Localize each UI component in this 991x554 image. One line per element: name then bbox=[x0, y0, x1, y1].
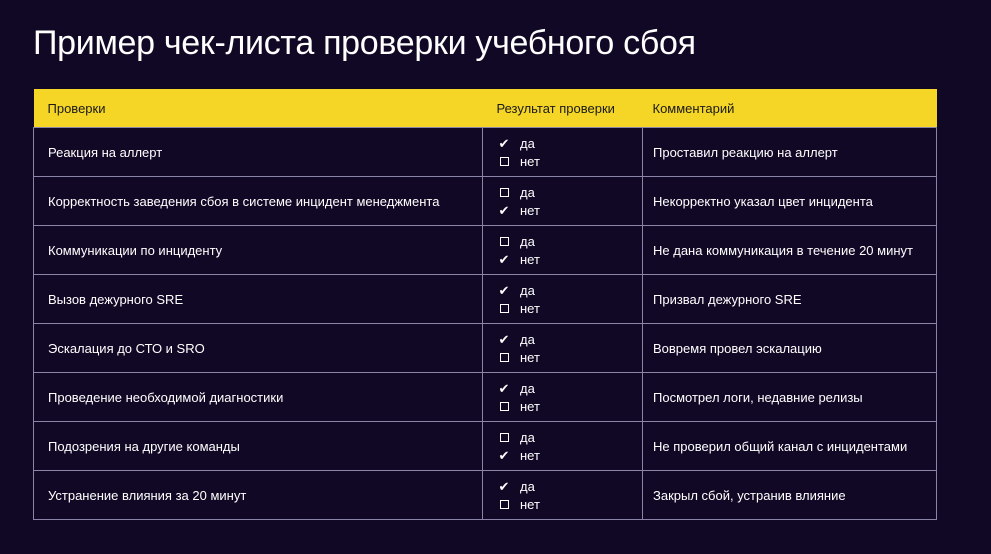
check-result bbox=[483, 422, 643, 471]
empty-checkbox-icon bbox=[497, 353, 511, 362]
option-label: нет bbox=[520, 447, 540, 463]
empty-checkbox-icon bbox=[497, 500, 511, 509]
check-name: Реакция на аллерт bbox=[34, 128, 483, 177]
table-header-row bbox=[34, 89, 937, 128]
check-name: Подозрения на другие команды bbox=[34, 422, 483, 471]
option-yes[interactable] bbox=[497, 134, 628, 152]
option-yes[interactable] bbox=[497, 330, 628, 348]
option-yes[interactable] bbox=[497, 281, 628, 299]
check-comment: Не проверил общий канал с инцидентами bbox=[643, 422, 937, 471]
table-row bbox=[34, 128, 937, 177]
option-no[interactable] bbox=[497, 299, 628, 317]
empty-checkbox-icon bbox=[497, 402, 511, 411]
check-mark-icon: ✔ bbox=[498, 251, 510, 267]
option-no[interactable] bbox=[497, 495, 628, 513]
checklist-table bbox=[33, 89, 937, 520]
check-name: Эскалация до СТО и SRO bbox=[34, 324, 483, 373]
check-comment: Призвал дежурного SRE bbox=[643, 275, 937, 324]
option-no[interactable] bbox=[497, 446, 628, 464]
check-mark-icon: ✔ bbox=[498, 135, 510, 151]
option-no[interactable] bbox=[497, 397, 628, 415]
option-no[interactable] bbox=[497, 250, 628, 268]
table-row bbox=[34, 226, 937, 275]
table-row bbox=[34, 471, 937, 520]
check-mark-icon: ✔ bbox=[498, 282, 510, 298]
option-label: да bbox=[520, 380, 535, 396]
table-body bbox=[34, 128, 937, 520]
empty-checkbox-icon bbox=[497, 433, 511, 442]
option-label: да bbox=[520, 184, 535, 200]
header-check: Проверки bbox=[34, 89, 483, 128]
option-label: нет bbox=[520, 300, 540, 316]
option-label: да bbox=[520, 135, 535, 151]
check-comment: Проставил реакцию на аллерт bbox=[643, 128, 937, 177]
check-name: Вызов дежурного SRE bbox=[34, 275, 483, 324]
check-mark-icon: ✔ bbox=[498, 478, 510, 494]
option-yes[interactable] bbox=[497, 183, 628, 201]
option-label: да bbox=[520, 233, 535, 249]
option-label: нет bbox=[520, 251, 540, 267]
table-row bbox=[34, 275, 937, 324]
option-label: нет bbox=[520, 202, 540, 218]
check-mark-icon: ✔ bbox=[498, 331, 510, 347]
table-row bbox=[34, 373, 937, 422]
check-comment: Вовремя провел эскалацию bbox=[643, 324, 937, 373]
check-comment: Закрыл сбой, устранив влияние bbox=[643, 471, 937, 520]
check-mark-icon: ✔ bbox=[498, 380, 510, 396]
option-yes[interactable] bbox=[497, 428, 628, 446]
check-result bbox=[483, 275, 643, 324]
option-yes[interactable] bbox=[497, 232, 628, 250]
check-mark-icon: ✔ bbox=[498, 202, 510, 218]
check-result bbox=[483, 373, 643, 422]
table-row bbox=[34, 324, 937, 373]
option-label: нет bbox=[520, 398, 540, 414]
option-label: нет bbox=[520, 496, 540, 512]
check-result bbox=[483, 128, 643, 177]
check-name: Коммуникации по инциденту bbox=[34, 226, 483, 275]
table-row bbox=[34, 177, 937, 226]
check-comment: Не дана коммуникация в течение 20 минут bbox=[643, 226, 937, 275]
option-label: нет bbox=[520, 349, 540, 365]
header-result: Результат проверки bbox=[483, 89, 643, 128]
check-comment: Посмотрел логи, недавние релизы bbox=[643, 373, 937, 422]
option-label: да bbox=[520, 282, 535, 298]
option-label: нет bbox=[520, 153, 540, 169]
empty-checkbox-icon bbox=[497, 188, 511, 197]
check-name: Проведение необходимой диагностики bbox=[34, 373, 483, 422]
check-mark-icon: ✔ bbox=[498, 447, 510, 463]
check-name: Устранение влияния за 20 минут bbox=[34, 471, 483, 520]
option-no[interactable] bbox=[497, 152, 628, 170]
option-label: да bbox=[520, 478, 535, 494]
check-result bbox=[483, 226, 643, 275]
header-comment: Комментарий bbox=[643, 89, 937, 128]
empty-checkbox-icon bbox=[497, 304, 511, 313]
check-name: Корректность заведения сбоя в системе инцидент менеджмента bbox=[34, 177, 483, 226]
option-label: да bbox=[520, 331, 535, 347]
check-result bbox=[483, 177, 643, 226]
check-result bbox=[483, 471, 643, 520]
option-yes[interactable] bbox=[497, 477, 628, 495]
check-comment: Некорректно указал цвет инцидента bbox=[643, 177, 937, 226]
option-yes[interactable] bbox=[497, 379, 628, 397]
option-no[interactable] bbox=[497, 348, 628, 366]
page-title: Пример чек-листа проверки учебного сбоя bbox=[33, 24, 696, 62]
empty-checkbox-icon bbox=[497, 237, 511, 246]
empty-checkbox-icon bbox=[497, 157, 511, 166]
option-label: да bbox=[520, 429, 535, 445]
check-result bbox=[483, 324, 643, 373]
table-row bbox=[34, 422, 937, 471]
option-no[interactable] bbox=[497, 201, 628, 219]
